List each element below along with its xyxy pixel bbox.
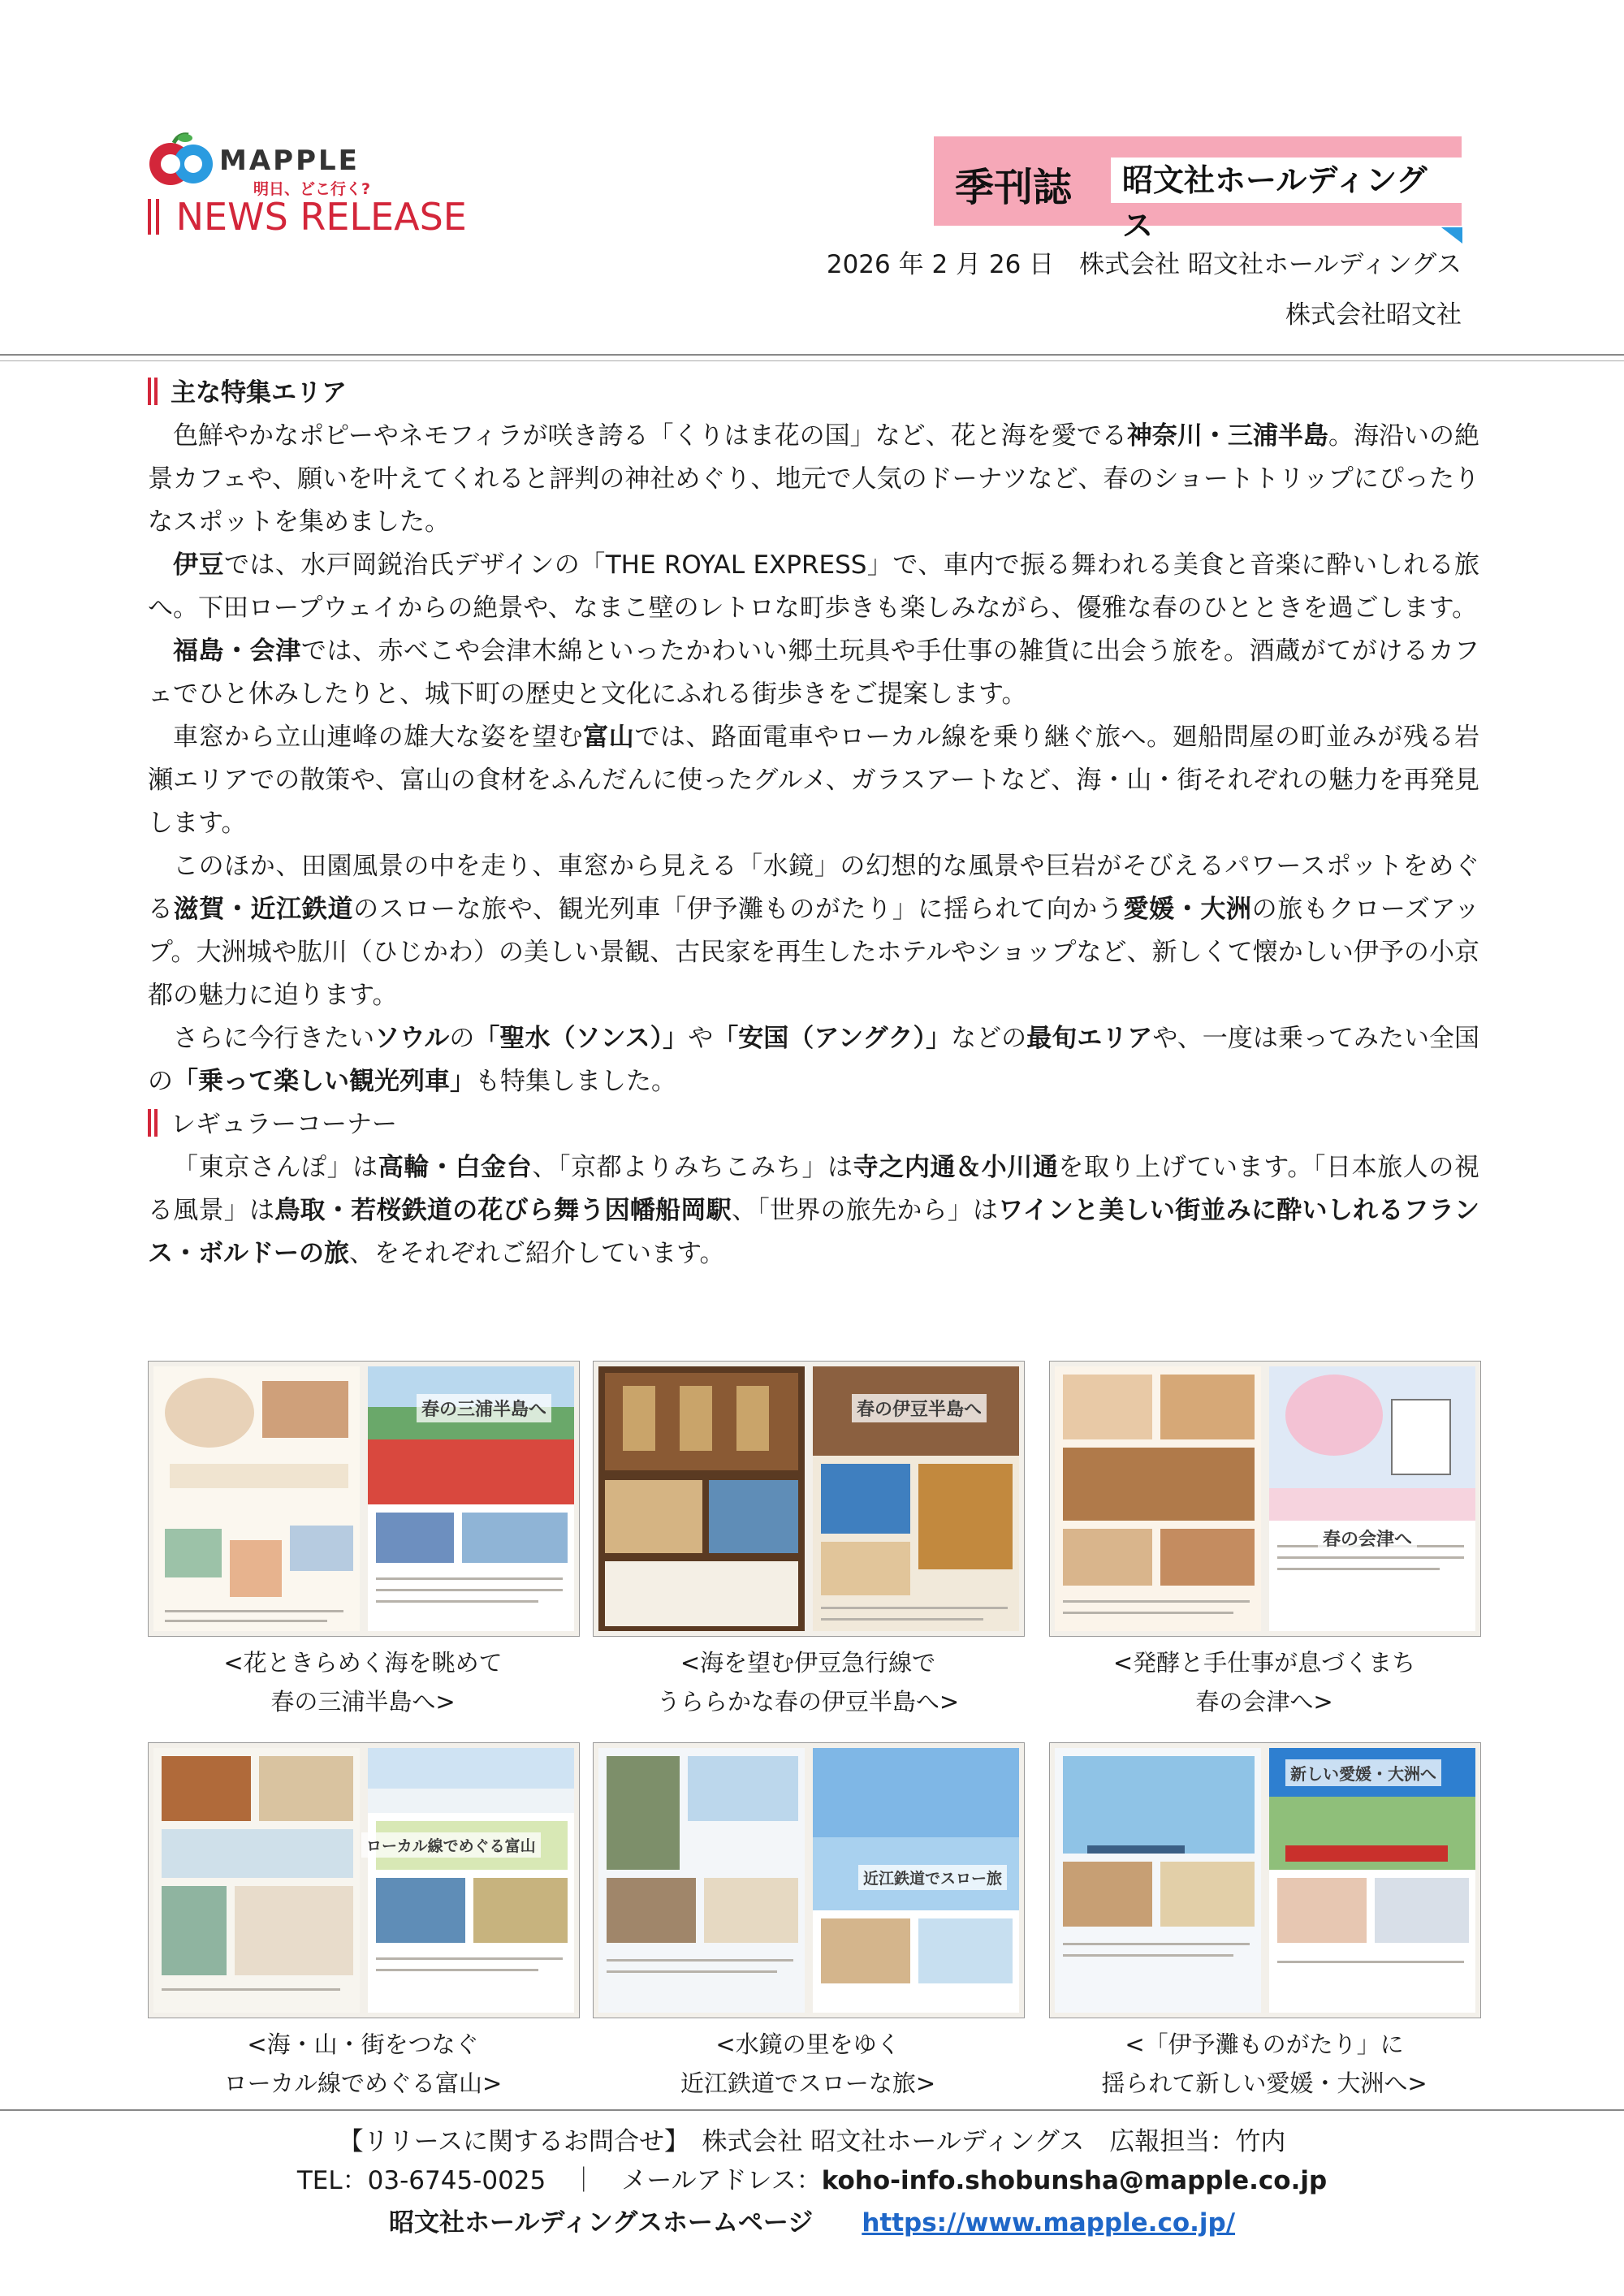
bold-phrase: 「乗って楽しい観光列車」 [173, 1067, 475, 1096]
text-run: 、「世界の旅先から」は [731, 1196, 999, 1225]
apple-globe-icon [146, 130, 219, 195]
spread-page [153, 1748, 360, 2013]
spread-thumbnail [1049, 1742, 1481, 2018]
heading-bar [148, 378, 151, 405]
homepage-link[interactable]: https://www.mapple.co.jp/ [862, 2208, 1236, 2238]
main-content [148, 372, 1479, 1275]
section-heading [148, 372, 1479, 415]
text-run: 、「京都よりみちこみち」は [532, 1153, 853, 1182]
spread-page [1055, 1366, 1261, 1631]
publication-badge [934, 136, 1462, 244]
caption-line: 揺られて新しい愛媛・大洲へ> [1101, 2069, 1427, 2097]
tel-text: TEL：03-6745-0025 ｜ メールアドレス： [296, 2166, 822, 2195]
spread-caption [148, 2025, 578, 2103]
heading-bar [148, 1109, 151, 1137]
caption-line: <水鏡の里をゆく [715, 2031, 901, 2058]
release-date: 2026 年 2 月 26 日 株式会社 昭文社ホールディングス [826, 250, 1462, 279]
spread-caption [148, 1643, 578, 1721]
spread-caption [1049, 2025, 1479, 2103]
brand-tagline: 明日、どこ行く? [253, 180, 371, 198]
text-run: や [688, 1024, 714, 1053]
caption-line: 春の会津へ> [1195, 1688, 1333, 1716]
bold-phrase: 「聖水（ソンス）」 [474, 1024, 689, 1053]
spread-page [153, 1366, 360, 1631]
heading-bar [154, 1109, 158, 1137]
text-run: このほか、田園風景の中を走り、車窓から見える「水鏡」の幻想的な風景や巨岩がそびえるパワースポットをめぐる [148, 852, 1479, 924]
tel-email-line [0, 2160, 1624, 2196]
spread-title: ローカル線でめぐる富山 [361, 1832, 541, 1858]
paragraph [148, 544, 1479, 630]
text-run: 「東京さんぽ」は [173, 1153, 378, 1182]
text-run: も特集しました。 [475, 1067, 676, 1096]
brand-name: MAPPLE [219, 145, 360, 177]
spread-title: 春の伊豆半島へ [852, 1394, 987, 1422]
bold-phrase: 富山 [583, 723, 635, 752]
spread-page [1055, 1748, 1261, 2013]
bold-phrase: 「安国（アングク）」 [713, 1024, 952, 1053]
text-run: や、一度は乗ってみたい全国の [148, 1024, 1480, 1096]
badge-title: 季刊誌 [955, 165, 1073, 210]
homepage-line [0, 2202, 1624, 2238]
spread-title: 新しい愛媛・大洲へ [1285, 1759, 1441, 1786]
text-run: などの [951, 1024, 1027, 1053]
section-heading [148, 1103, 1479, 1146]
homepage-label: 昭文社ホールディングスホームページ [388, 2208, 814, 2238]
caption-line: <海・山・街をつなぐ [247, 2031, 479, 2058]
text-run: では、路面電車やローカル線を乗り継ぐ旅へ。廻船問屋の町並みが残る岩瀬エリアでの散策や、富山の食材をふんだんに使ったグルメ、ガラスアートなど、海・山・街それぞれの魅力を再発見します。 [148, 723, 1479, 838]
caption-line: うららかな春の伊豆半島へ> [656, 1688, 960, 1716]
text-run: では、赤べこや会津木綿といったかわいい郷土玩具や手仕事の雑貨に出会う旅を。酒蔵がてがけるカフェでひと休みしたりと、城下町の歴史と文化にふれる街歩きをご提案します。 [148, 637, 1480, 709]
bold-phrase: 福島・会津 [173, 637, 301, 666]
spread-caption [593, 1643, 1023, 1721]
spread-page [598, 1366, 805, 1631]
caption-line: 春の三浦半島へ> [270, 1688, 456, 1716]
text-run: では、水戸岡鋭治氏デザインの「THE ROYAL EXPRESS」で、車内で振る舞われる美食と音楽に酔いしれる旅へ。下田ロープウェイからの絶景や、なまこ壁のレトロな町歩きも楽しみながら、優雅な春のひとときを過ごします。 [148, 550, 1480, 623]
text-run: 。海沿いの絶景カフェや、願いを叶えてくれると評判の神社めぐり、地元で人気のドーナツなど、春のショートトリップにぴったりなスポットを集めました。 [148, 421, 1480, 537]
paragraph [148, 1017, 1479, 1103]
bold-phrase: 寺之内通＆小川通 [853, 1153, 1059, 1182]
badge-company: 昭文社ホールディングス [1111, 158, 1462, 203]
bold-phrase: 高輪・白金台 [378, 1153, 533, 1182]
caption-line: ローカル線でめぐる富山> [223, 2069, 503, 2097]
paragraph [148, 415, 1479, 544]
spread-page [368, 1748, 574, 2013]
spread-page [1269, 1366, 1475, 1631]
bold-phrase: 鳥取・若桜鉄道の花びら舞う因幡船岡駅 [274, 1196, 732, 1225]
company-name: 株式会社昭文社 [1285, 300, 1462, 330]
paragraph [148, 630, 1479, 716]
bold-phrase: 愛媛・大洲 [1123, 895, 1252, 924]
text-run: 車窓から立山連峰の雄大な姿を望む [173, 723, 584, 752]
heading-bar [154, 378, 158, 405]
bold-phrase: 最旬エリア [1026, 1024, 1153, 1053]
bold-phrase: ソウル [374, 1024, 450, 1053]
spread-page [598, 1748, 805, 2013]
badge-corner-mark [1441, 227, 1462, 244]
text-run: の旅もクローズアップ。大洲城や肱川（ひじかわ）の美しい景観、古民家を再生したホテルやショップなど、新しくて懐かしい伊予の小京都の魅力に迫ります。 [148, 895, 1480, 1010]
section-heading-label: 主な特集エリア [171, 378, 347, 408]
spread-title: 近江鉄道でスロー旅 [858, 1865, 1007, 1890]
spread-thumbnail [593, 1361, 1025, 1637]
spread-thumbnail [1049, 1361, 1481, 1637]
bold-phrase: 滋賀・近江鉄道 [173, 895, 354, 924]
bold-phrase: ワインと美しい街並みに酔いしれるフランス・ボルドーの旅 [148, 1196, 1480, 1268]
spread-thumbnail [593, 1742, 1025, 2018]
spread-page [1269, 1748, 1475, 2013]
bold-phrase: 伊豆 [173, 550, 224, 580]
caption-line: <海を望む伊豆急行線で [680, 1649, 936, 1677]
section-heading-label: レギュラーコーナー [171, 1110, 397, 1139]
text-run: を取り上げています。「日本旅人の視る風景」は [148, 1153, 1479, 1225]
header-divider [0, 360, 1624, 361]
red-bar [156, 199, 159, 235]
contact-line: 【リリースに関するお問合せ】 株式会社 昭文社ホールディングス 広報担当：竹内 [338, 2127, 1286, 2156]
header-divider [0, 354, 1624, 356]
red-bar [148, 199, 151, 235]
paragraph [148, 716, 1479, 845]
spread-thumbnail [148, 1361, 580, 1637]
spread-title: 春の会津へ [1318, 1524, 1417, 1552]
bold-phrase: 神奈川・三浦半島 [1126, 421, 1328, 451]
caption-line: <「伊予灘ものがたり」に [1125, 2031, 1404, 2058]
text-run: さらに今行きたい [173, 1024, 375, 1053]
spread-caption [1049, 1643, 1479, 1721]
paragraph [148, 1146, 1479, 1275]
email-address[interactable]: koho-info.shobunsha@mapple.co.jp [821, 2166, 1328, 2195]
spread-thumbnail [148, 1742, 580, 2018]
spread-caption [593, 2025, 1023, 2103]
news-release-title [148, 195, 467, 239]
caption-line: 近江鉄道でスローな旅> [680, 2069, 936, 2097]
paragraph [148, 845, 1479, 1017]
text-run: 、をそれぞれご紹介しています。 [349, 1239, 725, 1268]
caption-line: <花ときらめく海を眺めて [223, 1649, 503, 1677]
footer-divider [0, 2109, 1624, 2111]
text-run: 色鮮やかなポピーやネモフィラが咲き誇る「くりはま花の国」など、花と海を愛でる [173, 421, 1127, 451]
text-run: の [449, 1024, 475, 1053]
caption-line: <発酵と手仕事が息づくまち [1112, 1649, 1416, 1677]
text-run: のスローな旅や、観光列車「伊予灘ものがたり」に揺られて向かう [353, 895, 1124, 924]
spread-title: 春の三浦半島へ [417, 1394, 551, 1422]
news-release-label: NEWS RELEASE [175, 195, 467, 239]
